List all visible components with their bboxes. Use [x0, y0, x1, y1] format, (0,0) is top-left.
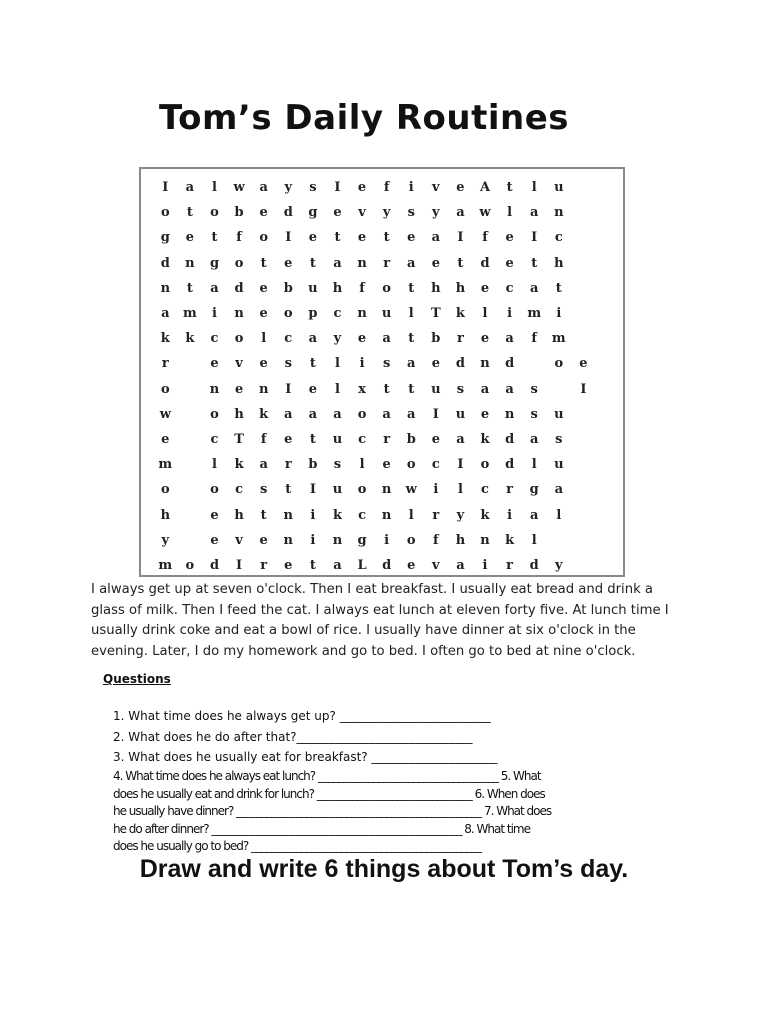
word-search-letter[interactable]: b [431, 331, 441, 347]
word-search-letter[interactable]: e [259, 356, 268, 372]
word-search-letter[interactable]: b [283, 280, 293, 296]
question-text: 2. What does he do after that? [113, 730, 297, 744]
word-search-letter[interactable]: o [406, 532, 416, 548]
question-line[interactable]: does he usually eat and drink for lunch? _______________________________ 6. When does [113, 786, 545, 801]
word-search-letter[interactable]: f [236, 230, 242, 246]
word-search-letter[interactable]: s [530, 406, 538, 422]
word-search-letter[interactable]: a [529, 205, 539, 221]
word-search-letter[interactable]: i [433, 482, 439, 498]
word-search-letter[interactable]: d [234, 280, 244, 296]
word-search-letter[interactable]: n [160, 280, 171, 296]
word-search-letter[interactable]: h [455, 280, 466, 296]
word-search-letter[interactable]: t [260, 255, 267, 271]
word-search-letter[interactable]: g [160, 230, 170, 246]
word-search-letter[interactable]: o [160, 482, 170, 498]
word-search-letter[interactable]: g [529, 482, 539, 498]
word-search-letter[interactable] [178, 351, 203, 376]
word-search-letter[interactable]: s [456, 381, 465, 397]
word-search-letter[interactable]: o [406, 457, 416, 473]
word-search-letter[interactable]: t [211, 230, 218, 246]
word-search-letter[interactable]: u [554, 180, 564, 196]
word-search-letter[interactable]: n [504, 406, 515, 422]
word-search-letter[interactable]: I [457, 230, 464, 246]
word-search-letter[interactable]: a [554, 482, 564, 498]
word-search-letter[interactable]: e [431, 431, 440, 447]
word-search-letter[interactable]: e [357, 230, 367, 246]
word-search-letter[interactable]: t [555, 280, 562, 296]
word-search-letter[interactable]: y [432, 205, 440, 221]
word-search-letter[interactable]: y [161, 532, 170, 548]
word-search-letter[interactable]: t [260, 507, 267, 523]
word-search-letter[interactable]: I [309, 482, 316, 498]
word-search-letter[interactable]: a [333, 557, 342, 573]
word-search-letter[interactable]: a [161, 306, 170, 322]
word-search-letter[interactable]: w [405, 482, 417, 498]
word-search-letter[interactable]: y [333, 331, 342, 347]
word-search-letter[interactable]: a [210, 280, 219, 296]
word-search-letter[interactable]: o [259, 230, 268, 246]
word-search-letter[interactable]: k [185, 331, 195, 347]
word-search-letter[interactable]: e [308, 381, 317, 397]
word-search-letter[interactable] [547, 377, 572, 402]
word-search-letter[interactable]: e [333, 205, 342, 221]
word-search-letter[interactable]: y [284, 180, 293, 196]
word-search-letter[interactable]: e [210, 356, 219, 372]
word-search-letter[interactable]: d [382, 557, 392, 573]
word-search-letter[interactable]: d [529, 557, 539, 573]
question-2 [113, 730, 472, 744]
word-search-letter[interactable]: n [283, 532, 293, 548]
word-search-letter[interactable]: m [527, 306, 542, 322]
word-search-letter[interactable]: k [455, 306, 465, 322]
word-search-letter[interactable]: e [259, 205, 268, 221]
drawing-instruction: Draw and write 6 things about Tom’s day. [139, 855, 629, 883]
word-search-letter[interactable]: l [457, 482, 463, 498]
word-search-letter[interactable]: h [160, 507, 171, 523]
worksheet-title: Tom’s Daily Routines [158, 98, 570, 138]
word-search-letter[interactable]: a [407, 356, 416, 372]
word-search-letter[interactable]: k [160, 331, 170, 347]
word-search-letter[interactable]: l [212, 457, 217, 473]
word-search-letter[interactable] [522, 351, 547, 376]
word-search-letter[interactable]: e [259, 280, 268, 296]
word-search-letter[interactable]: n [381, 507, 392, 523]
word-search-letter[interactable]: g [209, 255, 220, 271]
word-search-letter[interactable]: g [308, 205, 318, 221]
word-search-letter[interactable] [178, 427, 203, 452]
word-search-letter[interactable] [178, 502, 203, 527]
word-search-letter[interactable]: w [233, 180, 245, 196]
word-search-letter[interactable]: k [259, 406, 269, 422]
word-search-letter[interactable]: b [234, 205, 244, 221]
word-search-letter[interactable]: i [310, 532, 316, 548]
word-search-letter[interactable]: o [210, 482, 219, 498]
word-search-letter[interactable]: I [162, 180, 169, 196]
word-search-letter[interactable]: u [332, 482, 343, 498]
word-search-letter[interactable] [178, 477, 203, 502]
word-search-letter[interactable]: l [531, 457, 537, 473]
word-search-letter[interactable]: i [507, 306, 513, 322]
word-search-letter[interactable]: e [357, 180, 367, 196]
word-search-letter[interactable]: c [210, 431, 219, 447]
word-search-letter[interactable]: u [431, 381, 441, 397]
word-search-letter[interactable]: i [359, 356, 365, 372]
word-search-letter[interactable]: t [408, 331, 415, 347]
word-search-letter[interactable]: A [479, 180, 491, 196]
word-search-letter[interactable]: e [407, 557, 416, 573]
word-search-letter[interactable]: c [505, 280, 514, 296]
word-search-letter[interactable]: n [185, 255, 195, 271]
word-search-letter[interactable]: i [310, 507, 316, 523]
word-search-letter[interactable]: s [555, 431, 563, 447]
word-search-letter[interactable]: v [235, 532, 243, 548]
word-search-letter[interactable]: n [209, 381, 220, 397]
word-search-letter[interactable]: e [284, 431, 293, 447]
word-search-letter[interactable]: a [505, 381, 514, 397]
word-search-letter[interactable]: e [431, 255, 440, 271]
word-search-letter[interactable]: I [285, 230, 292, 246]
word-search-letter[interactable]: k [480, 431, 490, 447]
word-search-letter[interactable]: t [186, 280, 193, 296]
word-search-letter[interactable]: u [455, 406, 466, 422]
word-search-letter[interactable]: I [285, 381, 292, 397]
word-search-letter[interactable]: e [210, 532, 219, 548]
word-search-letter[interactable]: I [457, 457, 464, 473]
word-search-letter[interactable]: I [580, 381, 587, 397]
word-search-letter[interactable]: n [234, 306, 244, 322]
word-search-letter[interactable]: d [505, 457, 515, 473]
word-search-letter[interactable]: o [382, 280, 391, 296]
word-search-letter[interactable]: t [531, 255, 538, 271]
question-text: 3. What does he usually eat for breakfast? [113, 750, 368, 764]
word-search-letter[interactable]: t [506, 180, 513, 196]
word-search-letter[interactable]: f [433, 532, 439, 548]
word-search-letter[interactable]: i [384, 532, 390, 548]
word-search-letter[interactable]: u [381, 306, 392, 322]
word-search-letter[interactable]: a [505, 331, 514, 347]
word-search-letter[interactable]: e [579, 356, 588, 372]
word-search-letter[interactable]: v [432, 180, 440, 196]
word-search-letter[interactable]: o [234, 331, 244, 347]
word-search-letter[interactable]: l [482, 306, 488, 322]
word-search-letter[interactable]: c [481, 482, 489, 498]
word-search-letter[interactable]: o [210, 205, 219, 221]
word-search-letter[interactable]: d [283, 205, 293, 221]
word-search-letter[interactable]: e [259, 532, 268, 548]
word-search-letter[interactable]: o [554, 356, 564, 372]
word-search-letter[interactable]: a [431, 230, 441, 246]
word-search-letter[interactable]: f [531, 331, 537, 347]
word-search-letter[interactable]: r [161, 356, 169, 372]
questions-heading: Questions [103, 672, 171, 686]
word-search-letter[interactable]: f [383, 180, 390, 196]
word-search-letter[interactable]: h [554, 255, 564, 271]
word-search-letter[interactable]: e [161, 431, 170, 447]
word-search-letter[interactable]: r [383, 255, 391, 271]
word-search-letter[interactable]: l [507, 205, 513, 221]
word-search-grid [153, 175, 620, 578]
word-search-letter[interactable]: t [334, 230, 341, 246]
word-search-letter[interactable]: i [408, 180, 414, 196]
word-search-letter[interactable] [178, 377, 203, 402]
word-search-letter[interactable]: T [234, 431, 244, 447]
word-search-letter[interactable]: a [456, 205, 465, 221]
answer-blank[interactable]: ___________________________________ [296, 730, 472, 744]
word-search-letter[interactable]: o [210, 406, 219, 422]
word-search-letter[interactable]: l [359, 457, 365, 473]
word-search-letter[interactable]: d [160, 255, 170, 271]
word-search-letter[interactable]: l [531, 532, 537, 548]
word-search-letter[interactable]: l [531, 180, 537, 196]
word-search-letter[interactable]: l [261, 331, 267, 347]
questions-4-to-8 [113, 768, 633, 856]
word-search-letter[interactable]: h [455, 532, 466, 548]
word-search-letter[interactable]: a [308, 331, 318, 347]
word-search-letter[interactable]: n [480, 356, 490, 372]
word-search-letter[interactable]: o [185, 557, 195, 573]
word-search-letter[interactable]: m [183, 306, 197, 322]
word-search-letter[interactable]: a [529, 507, 539, 523]
passage-line: I always get up at seven o'clock. Then I eat breakfast. I usually eat bread and drink a [91, 582, 653, 597]
word-search-letter[interactable]: t [383, 230, 390, 246]
word-search-letter[interactable]: l [212, 180, 217, 196]
question-line[interactable]: he do after dinner? __________________________________________________ 8. What time [113, 821, 530, 836]
word-search-letter[interactable]: t [309, 431, 316, 447]
word-search-letter[interactable]: r [506, 557, 514, 573]
word-search-letter[interactable]: a [456, 557, 465, 573]
word-search-letter[interactable]: r [260, 557, 268, 573]
word-search-letter[interactable]: d [209, 557, 220, 573]
word-search-letter[interactable]: s [284, 356, 292, 372]
word-search-letter[interactable]: y [555, 557, 563, 573]
answer-blank[interactable]: _________________________ [371, 750, 497, 764]
word-search-letter[interactable]: e [505, 255, 514, 271]
passage-line: evening. Later, I do my homework and go to bed. I often go to bed at nine o'clock. [91, 643, 636, 659]
word-search-letter[interactable]: e [357, 331, 367, 347]
word-search-letter[interactable] [178, 528, 203, 553]
word-search-letter[interactable]: b [308, 457, 318, 473]
word-search-letter[interactable]: a [382, 406, 391, 422]
word-search-letter[interactable]: l [408, 306, 414, 322]
passage-line: glass of milk. Then I feed the cat. I always eat lunch at eleven forty five. At lunch time I [91, 602, 669, 618]
word-search-letter[interactable]: e [407, 230, 416, 246]
word-search-letter[interactable]: n [283, 507, 293, 523]
word-search-letter[interactable]: y [382, 205, 391, 221]
word-search-letter[interactable]: e [185, 230, 195, 246]
word-search-letter[interactable]: r [456, 331, 464, 347]
word-search-letter[interactable]: T [430, 306, 441, 322]
word-search-letter[interactable]: t [186, 205, 193, 221]
word-search-letter[interactable]: m [158, 557, 173, 573]
word-search-letter[interactable]: c [554, 230, 563, 246]
word-search-letter[interactable]: t [309, 255, 316, 271]
word-search-letter[interactable]: v [358, 205, 366, 221]
word-search-letter[interactable]: e [505, 230, 514, 246]
word-search-letter[interactable]: I [334, 180, 341, 196]
word-search-letter[interactable]: r [383, 431, 391, 447]
word-search-letter[interactable]: m [551, 331, 566, 347]
word-search-letter[interactable]: t [285, 482, 292, 498]
word-search-letter[interactable]: a [333, 255, 342, 271]
word-search-letter[interactable]: b [406, 431, 416, 447]
word-search-letter[interactable]: v [432, 557, 440, 573]
word-search-letter[interactable]: t [457, 255, 464, 271]
word-search-letter[interactable]: e [480, 331, 490, 347]
word-search-letter[interactable]: w [479, 205, 491, 221]
word-search-letter[interactable]: a [284, 406, 293, 422]
word-search-letter[interactable]: k [332, 507, 342, 523]
word-search-letter[interactable]: e [210, 507, 219, 523]
word-search-letter[interactable]: a [382, 331, 391, 347]
word-search-letter[interactable]: o [357, 482, 367, 498]
word-search-letter[interactable]: f [260, 431, 267, 447]
word-search-letter[interactable]: c [358, 507, 366, 523]
word-search-letter[interactable]: c [210, 331, 219, 347]
word-search-letter[interactable]: c [235, 482, 244, 498]
word-search-letter[interactable]: f [482, 230, 488, 246]
word-search-letter[interactable]: a [259, 457, 268, 473]
word-search-letter[interactable]: I [531, 230, 538, 246]
word-search-letter[interactable]: o [234, 255, 244, 271]
passage-line: usually drink coke and eat a bowl of rice. I usually have dinner at six o'clock in the [91, 623, 636, 638]
word-search-letter[interactable]: n [357, 255, 367, 271]
word-search-letter[interactable]: l [556, 507, 562, 523]
word-search-letter[interactable]: u [308, 280, 318, 296]
word-search-letter[interactable]: d [480, 255, 490, 271]
word-search-letter[interactable]: t [309, 557, 316, 573]
word-search-letter[interactable]: o [283, 306, 293, 322]
word-search-letter[interactable]: m [158, 457, 173, 473]
word-search-letter[interactable] [178, 452, 203, 477]
word-search-letter[interactable]: a [308, 406, 318, 422]
word-search-letter[interactable]: e [382, 457, 391, 473]
word-search-letter[interactable]: a [456, 431, 465, 447]
reading-passage [91, 580, 691, 662]
word-search-letter[interactable]: p [308, 306, 318, 322]
word-search-letter[interactable]: s [382, 356, 391, 372]
word-search-letter[interactable]: i [507, 507, 513, 523]
word-search-letter[interactable]: c [358, 431, 366, 447]
word-search-letter[interactable]: e [308, 230, 317, 246]
word-search-letter[interactable]: w [159, 406, 171, 422]
answer-blank[interactable]: ______________________________ [339, 709, 490, 723]
word-search-letter[interactable]: u [554, 457, 564, 473]
word-search-letter[interactable]: l [408, 507, 414, 523]
word-search-letter[interactable]: h [332, 280, 343, 296]
word-search-letter[interactable]: f [359, 280, 365, 296]
word-search-letter[interactable]: e [480, 280, 490, 296]
word-search-letter[interactable]: e [480, 406, 490, 422]
word-search-letter[interactable]: n [480, 532, 490, 548]
word-search-letter[interactable]: n [258, 381, 269, 397]
word-search-letter[interactable]: h [234, 507, 244, 523]
word-search-letter[interactable]: t [408, 381, 415, 397]
word-search-letter[interactable]: l [334, 381, 340, 397]
word-search-letter[interactable]: n [357, 306, 367, 322]
word-search-letter[interactable]: o [160, 205, 170, 221]
question-1 [113, 709, 490, 723]
word-search-letter[interactable]: e [284, 557, 293, 573]
word-search-letter[interactable]: e [456, 180, 465, 196]
word-search-letter[interactable]: s [333, 457, 342, 473]
word-search-letter[interactable]: t [383, 381, 390, 397]
word-search-letter[interactable]: e [234, 381, 244, 397]
word-search-letter[interactable]: e [259, 306, 268, 322]
word-search-letter[interactable]: h [431, 280, 441, 296]
word-search-letter[interactable]: n [554, 205, 564, 221]
word-search-letter[interactable]: g [357, 532, 367, 548]
question-text: 1. What time does he always get up? [113, 709, 336, 723]
word-search-letter[interactable]: r [284, 457, 292, 473]
word-search-letter[interactable]: x [358, 381, 366, 397]
word-search-letter[interactable]: I [432, 406, 439, 422]
word-search-letter[interactable]: d [455, 356, 465, 372]
word-search-letter[interactable]: i [482, 557, 488, 573]
word-search-letter[interactable]: h [234, 406, 244, 422]
question-line[interactable]: he usually have dinner? _________________________________________________ 7. What does [113, 804, 552, 818]
word-search-letter[interactable]: r [432, 507, 440, 523]
word-search-letter[interactable]: i [212, 306, 217, 322]
word-search-letter[interactable]: t [309, 356, 316, 372]
word-search-letter[interactable]: a [407, 255, 416, 271]
word-search-letter[interactable]: n [381, 482, 392, 498]
word-search-letter[interactable]: s [260, 482, 268, 498]
word-search-letter[interactable]: t [408, 280, 415, 296]
word-search-letter[interactable]: L [357, 557, 367, 573]
word-search-letter[interactable]: u [332, 431, 343, 447]
word-search-letter[interactable]: k [480, 507, 490, 523]
word-search-letter[interactable]: a [407, 406, 416, 422]
question-3 [113, 750, 497, 764]
word-search-letter[interactable]: o [480, 457, 490, 473]
word-search-letter[interactable]: c [284, 331, 293, 347]
word-search-letter[interactable]: e [431, 356, 440, 372]
word-search-letter[interactable]: c [431, 457, 440, 473]
word-search-letter[interactable]: e [284, 255, 293, 271]
word-search-letter[interactable]: c [333, 306, 342, 322]
word-search-letter[interactable]: u [554, 406, 564, 422]
word-search-letter[interactable]: s [309, 180, 317, 196]
word-search-letter[interactable]: a [333, 406, 342, 422]
word-search-letter[interactable]: a [529, 431, 539, 447]
word-search-letter[interactable]: i [556, 306, 562, 322]
word-search-letter[interactable]: a [480, 381, 490, 397]
word-search-letter[interactable]: s [407, 205, 415, 221]
word-search-letter[interactable]: n [332, 532, 343, 548]
word-search-letter[interactable]: k [505, 532, 515, 548]
word-search-letter[interactable]: a [185, 180, 195, 196]
word-search-letter[interactable]: l [334, 356, 340, 372]
word-search-letter[interactable]: k [234, 457, 244, 473]
word-search-letter[interactable]: o [160, 381, 170, 397]
word-search-letter[interactable]: d [505, 431, 515, 447]
word-search-letter[interactable]: o [357, 406, 367, 422]
word-search-letter[interactable]: d [505, 356, 515, 372]
word-search-box [139, 167, 625, 577]
word-search-letter[interactable]: y [456, 507, 465, 523]
word-search-letter[interactable]: s [530, 381, 538, 397]
word-search-letter[interactable]: a [529, 280, 539, 296]
question-line[interactable]: 4. What time does he always eat lunch? ____________________________________ 5. What [113, 769, 541, 783]
word-search-letter[interactable]: a [259, 180, 268, 196]
word-search-letter[interactable]: r [506, 482, 514, 498]
question-line[interactable]: does he usually go to bed? ______________________________________________ [113, 839, 482, 853]
word-search-letter[interactable] [178, 402, 203, 427]
word-search-letter[interactable]: I [236, 557, 243, 573]
word-search-letter[interactable]: v [235, 356, 243, 372]
